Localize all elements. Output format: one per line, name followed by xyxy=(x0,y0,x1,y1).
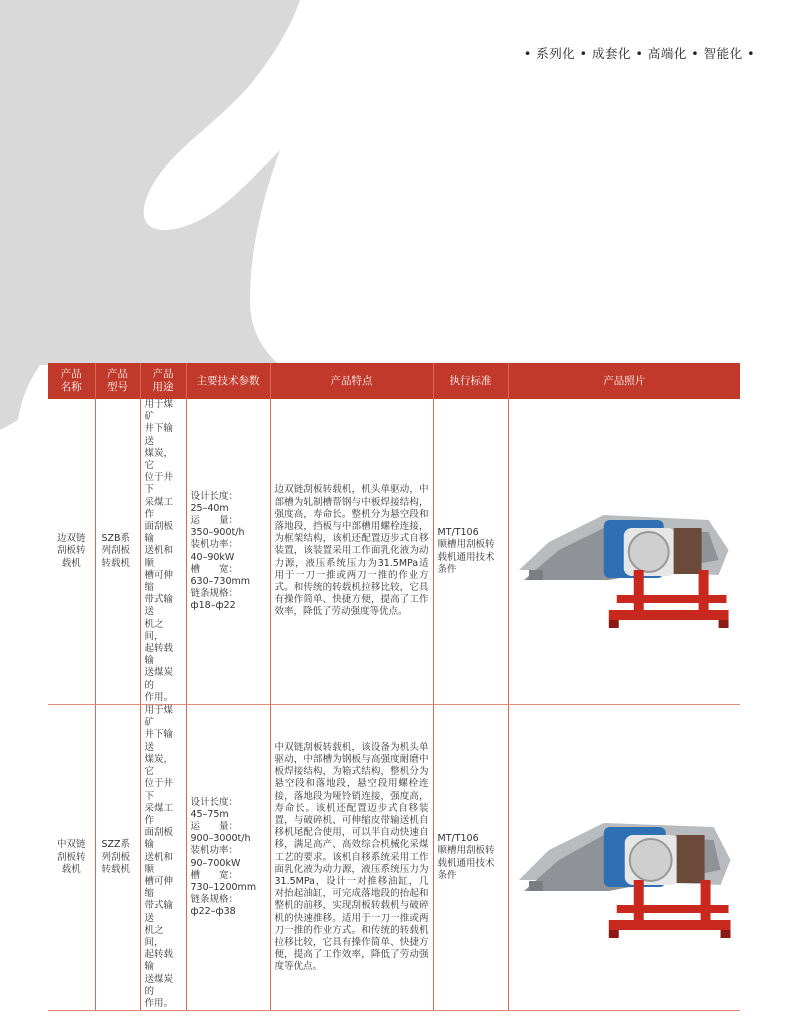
product-params xyxy=(186,399,270,705)
param-line: 350–900t/h xyxy=(190,527,245,539)
header-tagline: • 系列化 • 成套化 • 高端化 • 智能化 • xyxy=(523,46,755,61)
param-line: 槽 宽： xyxy=(190,869,239,881)
product-table-wrapper xyxy=(48,363,740,1011)
param-line: 730–1200mm xyxy=(190,882,257,894)
product-standard: MT/T106 顺槽用刮板转 载机通用技术 条件 xyxy=(433,399,508,705)
param-line: 40–90kW xyxy=(190,551,235,563)
param-line: 装机功率： xyxy=(190,539,239,551)
product-params xyxy=(186,705,270,1011)
header-product-model: 产品 型号 xyxy=(95,363,140,399)
param-line: 630–730mm xyxy=(190,575,251,587)
param-line: 设计长度： xyxy=(190,796,239,808)
product-features: 边双链刮板转载机，机头单驱动，中部槽为轧制槽帮钢与中板焊接结构，强度高，寿命长。整机分为悬空段和落地段，挡板与中部槽用螺栓连接，为框架结构，该机还配置迈步式自移装置，该装置采用工作面乳化液为动力源，液压系统压力为31.5MPa适用于一刀一推或两刀一推的作业方式。和传统的转载机拉移比较，它具有操作简单、快捷方便，提高了工作效率，降低了劳动强度等优点。 xyxy=(270,399,433,705)
param-line: 运 量： xyxy=(190,514,239,526)
conveyor-machine-image xyxy=(509,715,741,1001)
param-line: 90–700kW xyxy=(190,857,241,869)
product-photo xyxy=(508,705,740,1011)
product-model: SZB系 列刮板 转载机 xyxy=(95,399,140,705)
table-row xyxy=(48,399,740,705)
product-name: 中双链 刮板转 载机 xyxy=(48,705,95,1011)
product-table xyxy=(48,363,740,1011)
product-photo xyxy=(508,399,740,705)
product-use: 用于煤矿 井下输送 煤炭，它 位于井下 采煤工作 面刮板输 送机和顺 槽可伸缩 带式输送 机之间， 起转载输 送煤炭的 作用。 xyxy=(140,399,186,705)
param-line: 25–40m xyxy=(190,502,229,514)
param-line: ф18–ф22 xyxy=(190,600,236,612)
header-features: 产品特点 xyxy=(270,363,433,399)
table-header-row xyxy=(48,363,740,399)
header-product-use: 产品 用途 xyxy=(140,363,186,399)
product-features: 中双链刮板转载机，该设备为机头单驱动，中部槽为钢板与高强度耐磨中板焊接结构，为箱式结构，整机分为悬空段和落地段，悬空段用螺栓连接，落地段为哑铃销连接，强度高，寿命长。该机还配置迈步式自移装置，与破碎机、可伸缩皮带输送机自移机尾配合使用，可以半自动快速自移，满足高产、高效综合机械化采煤工艺的要求。该机自移系统采用工作面乳化液为动力源，液压系统压力为31.5MPa，设计一对推移油缸，几对抬起油缸，可完成落地段的抬起和整机的前移，实现刮板转载机与破碎机的快速推移。适用于一刀一推或两刀一推的作业方式。和传统的转载机拉移比较，它具有操作简单、快捷方便，提高了工作效率，降低了劳动强度等优点。 xyxy=(270,705,433,1011)
header-photo: 产品照片 xyxy=(508,363,740,399)
header-standard: 执行标准 xyxy=(433,363,508,399)
conveyor-machine-image xyxy=(509,410,741,694)
param-line: 900–3000t/h xyxy=(190,833,251,845)
param-line: 设计长度： xyxy=(190,490,239,502)
param-line: 链条规格： xyxy=(190,588,239,600)
table-row xyxy=(48,705,740,1011)
param-line: 槽 宽： xyxy=(190,563,239,575)
header-tech-params: 主要技术参数 xyxy=(186,363,270,399)
product-standard: MT/T106 顺槽用刮板转 载机通用技术 条件 xyxy=(433,705,508,1011)
param-line: ф22–ф38 xyxy=(190,906,236,918)
header-product-name: 产品 名称 xyxy=(48,363,95,399)
param-line: 运 量： xyxy=(190,821,239,832)
param-line: 45–75m xyxy=(190,808,229,820)
product-name: 边双链 刮板转 载机 xyxy=(48,399,95,705)
product-model: SZZ系 列刮板 转载机 xyxy=(95,705,140,1011)
product-use: 用于煤矿 井下输送 煤炭，它 位于井下 采煤工作 面刮板输 送机和顺 槽可伸缩 带式输送 机之间， 起转载输 送煤炭的 作用。 xyxy=(140,705,186,1011)
param-line: 链条规格： xyxy=(190,894,239,906)
param-line: 装机功率： xyxy=(190,845,239,857)
